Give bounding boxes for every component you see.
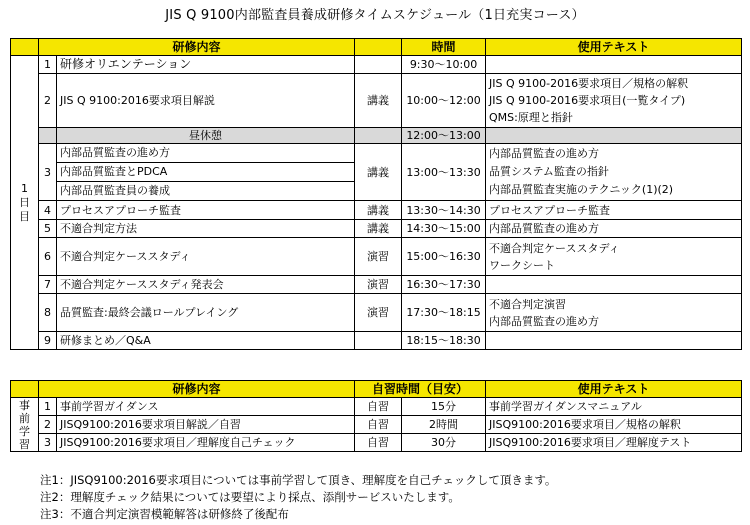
table-row xyxy=(11,238,742,276)
row-content: 不適合判定ケーススタディ発表会 xyxy=(57,276,355,294)
row-type xyxy=(355,332,402,350)
row-time: 13:30～14:30 xyxy=(402,201,486,220)
row-type: 自習 xyxy=(355,434,402,452)
row-text xyxy=(486,128,742,144)
row-time: 14:30～15:00 xyxy=(402,220,486,238)
row-type: 講義 xyxy=(355,74,402,128)
row-content: 不適合判定ケーススタディ xyxy=(57,238,355,276)
row-text: 内部品質監査の進め方 品質システム監査の指針 内部品質監査実施のテクニック(1)(2) xyxy=(486,144,742,201)
row-number: 1 xyxy=(39,56,57,74)
row-time: 15:00～16:30 xyxy=(402,238,486,276)
header-content: 研修内容 xyxy=(39,39,355,56)
row-number: 4 xyxy=(39,201,57,220)
row-number: 1 xyxy=(39,398,57,416)
row-number: 9 xyxy=(39,332,57,350)
row-content: 昼休憩 xyxy=(57,128,355,144)
row-time: 10:00～12:00 xyxy=(402,74,486,128)
table-row-lunch xyxy=(11,128,742,144)
row-content: JIS Q 9100:2016要求項目解説 xyxy=(57,74,355,128)
row-content: 内部品質監査の進め方 内部品質監査とPDCA 内部品質監査員の養成 xyxy=(57,144,355,201)
row-number: 5 xyxy=(39,220,57,238)
table-row xyxy=(11,434,742,452)
table-row xyxy=(11,201,742,220)
header-text: 使用テキスト xyxy=(486,381,742,398)
row-text: JISQ9100:2016要求項目／規格の解釈 xyxy=(486,416,742,434)
row-text: 不適合判定演習 内部品質監査の進め方 xyxy=(486,294,742,332)
row-number: 3 xyxy=(39,434,57,452)
prestudy-table xyxy=(10,380,742,452)
row-content: 研修オリエンテーション xyxy=(57,56,355,74)
table-row xyxy=(11,56,742,74)
prestudy-header-row xyxy=(11,381,742,398)
row-time: 16:30～17:30 xyxy=(402,276,486,294)
row-content: 研修まとめ／Q&A xyxy=(57,332,355,350)
row-content: プロセスアプローチ監査 xyxy=(57,201,355,220)
row-time: 2時間 xyxy=(402,416,486,434)
table-row xyxy=(11,276,742,294)
note-3: 注3：不適合判定演習模範解答は研修終了後配布 xyxy=(40,507,289,521)
row-number xyxy=(39,128,57,144)
row-type: 演習 xyxy=(355,238,402,276)
row-time: 30分 xyxy=(402,434,486,452)
header-text: 使用テキスト xyxy=(486,39,742,56)
header-time: 自習時間（目安） xyxy=(355,381,486,398)
row-type: 講義 xyxy=(355,144,402,201)
row-type: 演習 xyxy=(355,294,402,332)
row-type: 講義 xyxy=(355,220,402,238)
table-row xyxy=(11,332,742,350)
row-number: 8 xyxy=(39,294,57,332)
schedule-header-row xyxy=(11,39,742,56)
row-time: 15分 xyxy=(402,398,486,416)
day-label: 1 日 目 xyxy=(11,56,39,350)
row-content: JISQ9100:2016要求項目解説／自習 xyxy=(57,416,355,434)
row-time: 12:00～13:00 xyxy=(402,128,486,144)
prestudy-side-label: 事 前 学 習 xyxy=(11,398,39,452)
row-time: 9:30～10:00 xyxy=(402,56,486,74)
row-time: 17:30～18:15 xyxy=(402,294,486,332)
row-time: 13:00～13:30 xyxy=(402,144,486,201)
row-number: 2 xyxy=(39,74,57,128)
table-row xyxy=(11,398,742,416)
row-type xyxy=(355,56,402,74)
row-text xyxy=(486,332,742,350)
table-row xyxy=(11,144,742,201)
row-content: 不適合判定方法 xyxy=(57,220,355,238)
table-row xyxy=(11,416,742,434)
row-type: 演習 xyxy=(355,276,402,294)
table-row xyxy=(11,294,742,332)
row-text xyxy=(486,56,742,74)
row-content: JISQ9100:2016要求項目／理解度自己チェック xyxy=(57,434,355,452)
page-title: JIS Q 9100内部監査員養成研修タイムスケジュール（1日充実コース） xyxy=(165,8,585,23)
row-text: 内部品質監査の進め方 xyxy=(486,220,742,238)
row-content: 事前学習ガイダンス xyxy=(57,398,355,416)
row-number: 2 xyxy=(39,416,57,434)
note-2: 注2：理解度チェック結果については要望により採点、添削サービスいたします。 xyxy=(40,490,460,504)
header-content: 研修内容 xyxy=(39,381,355,398)
row-type xyxy=(355,128,402,144)
row-content: 品質監査:最終会議ロールプレイング xyxy=(57,294,355,332)
row-text: JIS Q 9100-2016要求項目／規格の解釈 JIS Q 9100-2016要求項目(一覧タイプ) QMS:原理と指針 xyxy=(486,74,742,128)
row-number: 3 xyxy=(39,144,57,201)
row-type: 自習 xyxy=(355,416,402,434)
note-1: 注1：JISQ9100:2016要求項目については事前学習して頂き、理解度を自己チェックして頂きます。 xyxy=(40,473,557,487)
row-text xyxy=(486,276,742,294)
row-number: 7 xyxy=(39,276,57,294)
row-time: 18:15～18:30 xyxy=(402,332,486,350)
table-row xyxy=(11,220,742,238)
row-type: 講義 xyxy=(355,201,402,220)
row-number: 6 xyxy=(39,238,57,276)
row-text: 不適合判定ケーススタディ ワークシート xyxy=(486,238,742,276)
row-text: 事前学習ガイダンスマニュアル xyxy=(486,398,742,416)
row-text: プロセスアプローチ監査 xyxy=(486,201,742,220)
row-type: 自習 xyxy=(355,398,402,416)
notes xyxy=(40,472,556,523)
header-time: 時間 xyxy=(402,39,486,56)
row-text: JISQ9100:2016要求項目／理解度テスト xyxy=(486,434,742,452)
table-row xyxy=(11,74,742,128)
schedule-table xyxy=(10,38,742,350)
